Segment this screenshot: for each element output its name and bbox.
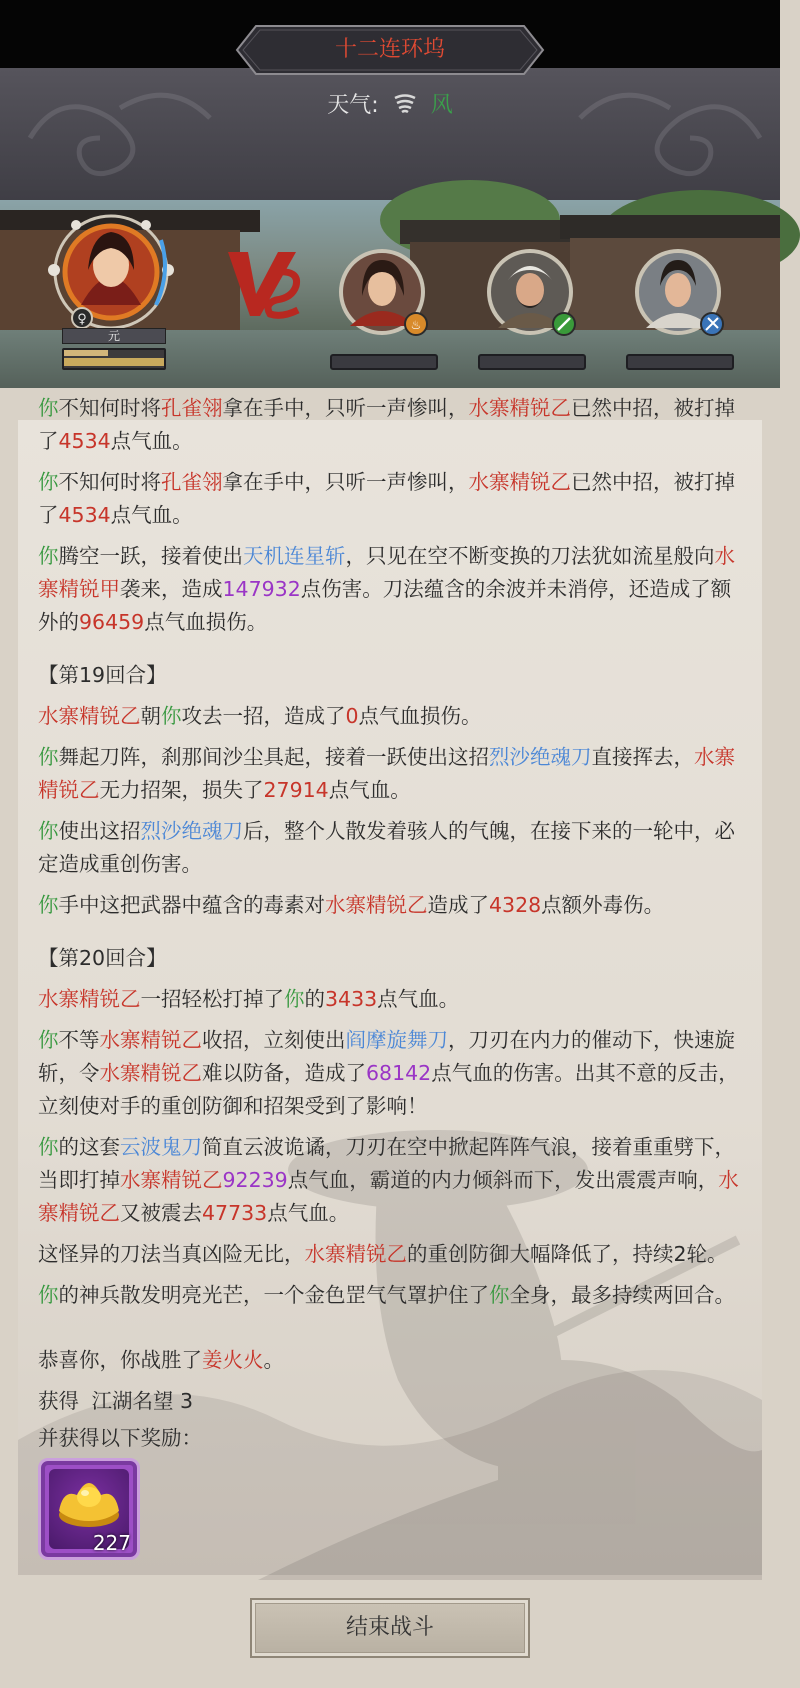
log-entry: 你不等水寨精锐乙收招，立刻使出阎摩旋舞刀，刀刃在内力的催动下，快速旋斩，令水寨精锐乙难以防备，造成了68142点气血的伤害。出其不意的反击，立刻使对手的重创防御和招架受到了影响！: [38, 1028, 739, 1118]
round-header-20: 【第20回合】: [38, 946, 167, 970]
log-entry: 你使出这招烈沙绝魂刀后，整个人散发着骇人的气魄，在接下来的一轮中，必定造成重创伤害。: [38, 819, 735, 876]
reward-item[interactable]: [38, 1458, 140, 1560]
gain-label: 获得: [38, 1389, 79, 1413]
enemy-avatar-3[interactable]: [632, 246, 728, 342]
enemy-avatar-2[interactable]: [484, 246, 580, 342]
wind-icon: [392, 93, 418, 115]
reputation-gain: [38, 1385, 742, 1418]
log-entry: 你不知何时将孔雀翎拿在手中，只听一声惨叫，水寨精锐乙已然中招，被打掉了4534点气血。: [38, 396, 735, 453]
end-battle-button[interactable]: 结束战斗: [250, 1598, 530, 1658]
log-entry: 你舞起刀阵，刹那间沙尘具起，接着一跃使出这招烈沙绝魂刀直接挥去，水寨精锐乙无力招架，损失了27914点气血。: [38, 745, 735, 802]
log-entry: 你手中这把武器中蕴含的毒素对水寨精锐乙造成了4328点额外毒伤。: [38, 893, 665, 917]
svg-text:♀: ♀: [77, 312, 87, 327]
player-hp-bar: [62, 348, 166, 370]
enemy-avatar-1[interactable]: [336, 246, 432, 342]
victory-message: 恭喜你，你战胜了姜火火。: [38, 1348, 284, 1372]
enemy-hp-bar-3: [626, 354, 734, 370]
gain-value: 江湖名望 3: [91, 1389, 194, 1413]
log-entry: 水寨精锐乙一招轻松打掉了你的3433点气血。: [38, 987, 460, 1011]
reward-label: 并获得以下奖励：: [38, 1426, 202, 1450]
weather-row: [0, 88, 780, 119]
weather-label: 天气:: [327, 93, 379, 118]
svg-text:♨: ♨: [410, 318, 422, 332]
log-entry: 你不知何时将孔雀翎拿在手中，只听一声惨叫，水寨精锐乙已然中招，被打掉了4534点气血。: [38, 470, 735, 527]
enemy-hp-bar-2: [478, 354, 586, 370]
log-entry: 你腾空一跃，接着使出天机连星斩，只见在空不断变换的刀法犹如流星般向水寨精锐甲袭来，造成147932点伤害。刀法蕴含的余波并未消停，还造成了额外的96459点气血损伤。: [38, 544, 735, 634]
log-entry: 这怪异的刀法当真凶险无比，水寨精锐乙的重创防御大幅降低了，持续2轮。: [38, 1242, 728, 1266]
location-title: 十二连环坞: [334, 37, 445, 62]
gold-ingot-icon: [57, 1477, 121, 1529]
weather-value: 风: [430, 93, 453, 118]
log-entry: 你的神兵散发明亮光芒，一个金色罡气气罩护住了你全身，最多持续两回合。: [38, 1283, 735, 1307]
reward-count: 227: [92, 1531, 131, 1555]
round-header-19: 【第19回合】: [38, 663, 167, 687]
vs-icon: [226, 242, 302, 322]
log-entry: 你的这套云波鬼刀简直云波诡谲，刀刃在空中掀起阵阵气浪，接着重重劈下，当即打掉水寨精锐乙92239点气血，霸道的内力倾斜而下，发出震震声响，水寨精锐乙又被震去47733点气血。: [38, 1135, 739, 1225]
battle-log: [18, 396, 762, 1570]
log-entry: 水寨精锐乙朝你攻去一招，造成了0点气血损伤。: [38, 704, 482, 728]
enemy-hp-bar-1: [330, 354, 438, 370]
battle-log-content: [38, 392, 742, 1455]
player-name-label: 元: [62, 328, 166, 344]
